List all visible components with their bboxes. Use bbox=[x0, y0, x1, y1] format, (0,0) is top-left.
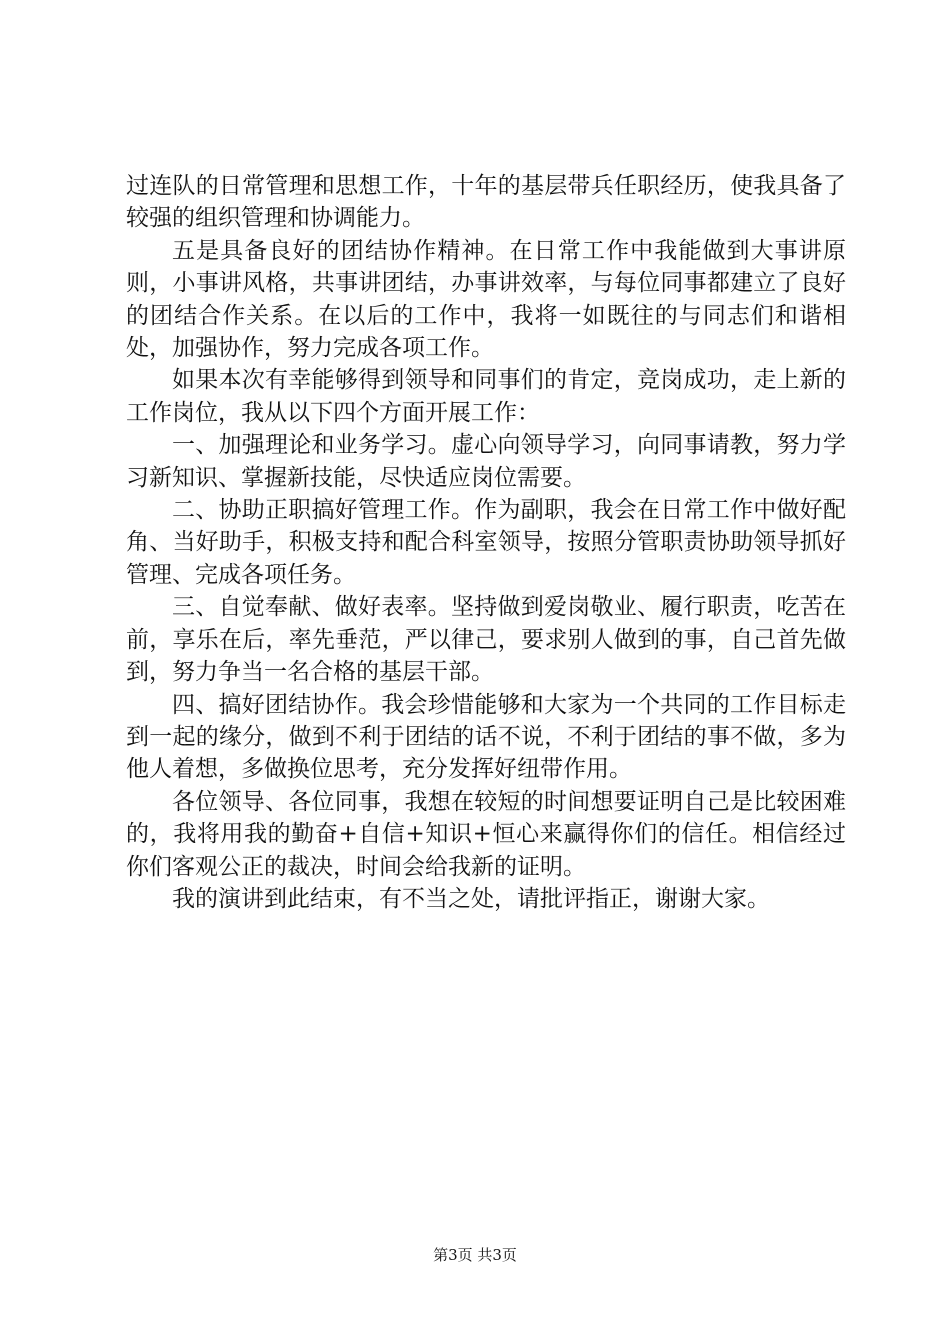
paragraph-closing-statement: 各位领导、各位同事，我想在较短的时间想要证明自己是比较困难的，我将用我的勤奋+自信+知识+恒心来赢得你们的信任。相信经过你们客观公正的裁决，时间会给我新的证明。 bbox=[126, 788, 846, 880]
page-number-footer: 第3页 共3页 bbox=[433, 1246, 517, 1264]
paragraph-plan-item-2: 二、协助正职搞好管理工作。作为副职，我会在日常工作中做好配角、当好助手，积极支持和配合科室领导，按照分管职责协助领导抓好管理、完成各项任务。 bbox=[126, 497, 846, 588]
paragraph-teamwork: 五是具备良好的团结协作精神。在日常工作中我能做到大事讲原则，小事讲风格，共事讲团结，办事讲效率，与每位同事都建立了良好的团结合作关系。在以后的工作中，我将一如既往的与同志们和谐相处，加强协作，努力完成各项工作。 bbox=[126, 237, 846, 362]
paragraph-plan-item-4: 四、搞好团结协作。我会珍惜能够和大家为一个共同的工作目标走到一起的缘分，做到不利于团结的话不说，不利于团结的事不做，多为他人着想，多做换位思考，充分发挥好纽带作用。 bbox=[126, 691, 846, 783]
paragraph-work-plan-intro: 如果本次有幸能够得到领导和同事们的肯定，竞岗成功，走上新的工作岗位，我从以下四个方面开展工作： bbox=[126, 367, 846, 426]
paragraph-plan-item-1: 一、加强理论和业务学习。虚心向领导学习，向同事请教，努力学习新知识、掌握新技能，尽快适应岗位需要。 bbox=[126, 432, 846, 491]
paragraph-continuation: 过连队的日常管理和思想工作，十年的基层带兵任职经历，使我具备了较强的组织管理和协调能力。 bbox=[126, 173, 846, 232]
document-body bbox=[126, 170, 846, 915]
paragraph-plan-item-3: 三、自觉奉献、做好表率。坚持做到爱岗敬业、履行职责，吃苦在前，享乐在后，率先垂范，严以律己，要求别人做到的事，自己首先做到，努力争当一名合格的基层干部。 bbox=[126, 594, 846, 686]
paragraph-final-thanks: 我的演讲到此结束，有不当之处，请批评指正，谢谢大家。 bbox=[172, 885, 770, 912]
